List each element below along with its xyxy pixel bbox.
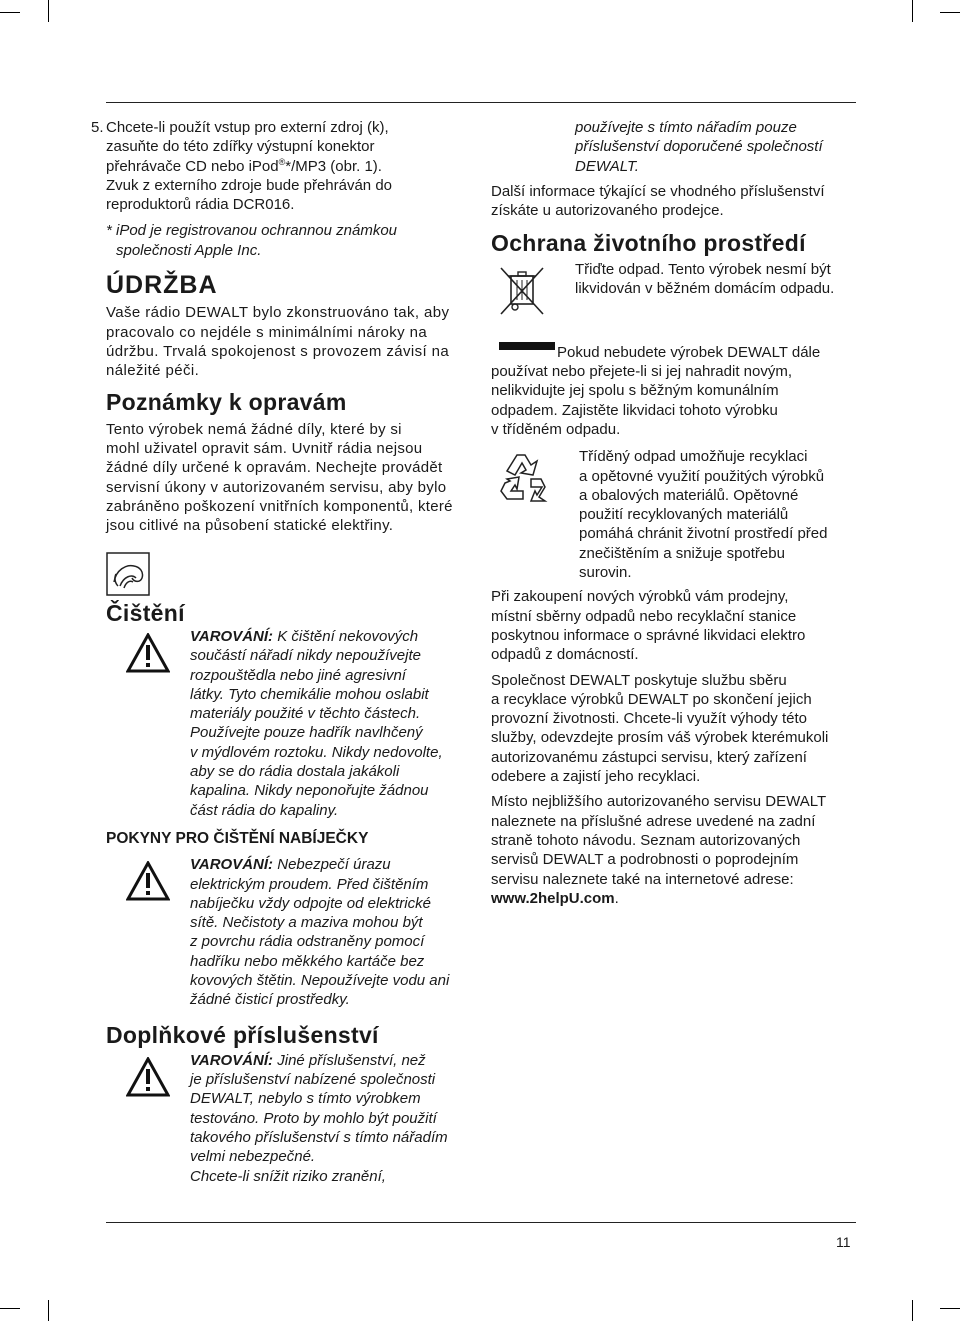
env-heading: Ochrana životního prostředí <box>491 230 806 257</box>
opravy-line-3: žádné díly určené k opravám. Nechejte provádět <box>106 459 443 477</box>
item5-line-3: přehrávače CD nebo iPod®*/MP3 (obr. 1). <box>106 156 382 175</box>
recycle-line-6: znečištěním a snižuje spotřebu <box>579 544 785 562</box>
sort-line-1: Třiďte odpad. Tento výrobek nesmí být <box>575 260 831 278</box>
env-para3-line-4: služby, odevzdejte prosím váš výrobek kterémukoli <box>491 729 829 747</box>
continued-warning-line-1: používejte s tímto nářadím pouze <box>575 119 797 136</box>
env-para2-line-1: Při zakoupení nových výrobků vám prodejny, <box>491 588 789 606</box>
prislusenstvi-warning-line-4: testováno. Proto by mohlo být použití <box>190 1109 437 1127</box>
opravy-line-4: servisní úkony v autorizovaném servisu, aby bylo <box>106 478 447 496</box>
env-para-1 <box>491 343 856 439</box>
cisteni-warning-line-8: aby se do rádia dostala jakákoli <box>190 763 400 781</box>
footer-rule <box>106 1222 856 1223</box>
crop-mark-top-right <box>940 12 960 13</box>
cisteni-warning <box>106 627 471 820</box>
warning-triangle-icon <box>126 633 170 673</box>
ipod-note-line-2: společnosti Apple Inc. <box>116 241 262 259</box>
env-para-4 <box>491 792 856 908</box>
opravy-text <box>106 420 471 536</box>
prislusenstvi-warning-line-7: Chcete-li snížit riziko zranění, <box>190 1167 386 1185</box>
item5-line-4: Zvuk z externího zdroje bude přehráván do <box>106 176 393 194</box>
env-para1-line-3: nelikvidujte jej spolu s běžným komunálním <box>491 382 779 400</box>
recycle-icon <box>495 449 555 505</box>
cisteni-heading: Čištění <box>106 599 185 626</box>
nabijecka-warning-line-1: VAROVÁNÍ: Nebezpečí úrazu <box>190 856 391 874</box>
env-para4-line-1: Místo nejbližšího autorizovaného servisu DEWALT <box>491 793 827 811</box>
recycle-line-2: a opětovné využití použitých výrobků <box>579 467 825 485</box>
item5-line-1: Chcete-li použít vstup pro externí zdroj (k), <box>106 119 389 136</box>
prislusenstvi-warning-line-1: VAROVÁNÍ: Jiné příslušenství, než <box>190 1051 426 1069</box>
header-rule <box>106 102 856 103</box>
cisteni-warning-line-2: součástí nářadí nikdy nepoužívejte <box>190 647 421 665</box>
env-para1-line-5: v tříděném odpadu. <box>491 420 621 438</box>
cisteni-warning-line-10: část rádia do kapaliny. <box>190 801 339 819</box>
crossed-bin-icon <box>499 266 545 324</box>
env-para-3 <box>491 671 856 787</box>
list-item-5 <box>77 118 471 214</box>
env-para3-line-5: autorizovanému zástupci servisu, který zařízení <box>491 748 807 766</box>
udrzba-heading: ÚDRŽBA <box>106 271 218 300</box>
crop-mark-bottom-right-v <box>912 1300 913 1321</box>
nabijecka-warning-line-5: z povrchu rádia odstraněny pomocí <box>190 933 425 951</box>
cleaning-cloth-icon <box>106 552 150 596</box>
accessory-info-line-2: získáte u autorizovaného prodejce. <box>491 202 724 220</box>
sort-waste-block <box>491 260 856 352</box>
cisteni-warning-line-3: rozpouštědla nebo jiné agresivní <box>190 666 406 684</box>
recycle-line-5: pomáhá chránit životní prostředí před <box>579 525 828 543</box>
cisteni-warning-line-9: kapalina. Nikdy neponořujte žádnou <box>190 782 429 800</box>
black-bar-icon <box>499 342 555 350</box>
recycle-line-7: surovin. <box>579 564 632 582</box>
crop-mark-top-left <box>0 12 20 13</box>
recycle-line-3: a obalových materiálů. Opětovné <box>579 486 799 504</box>
prislusenstvi-warning-line-6: velmi nebezpečné. <box>190 1148 316 1166</box>
env-para4-line-4: servisů DEWALT a podrobnosti o poprodejním <box>491 851 799 869</box>
cisteni-warning-line-7: v mýdlovém roztoku. Nikdy nedovolte, <box>190 743 443 761</box>
warning-triangle-icon <box>126 861 170 901</box>
env-para3-line-6: odebere a zajistí jeho recyklaci. <box>491 768 701 786</box>
udrzba-line-4: náležité péči. <box>106 362 200 380</box>
continued-warning-line-2: příslušenství doporučené společností <box>575 138 823 156</box>
crop-mark-top-left-v <box>48 0 49 22</box>
nabijecka-warning-line-2: elektrickým proudem. Před čištěním <box>190 875 429 893</box>
ipod-note-line-1: * iPod je registrovanou ochrannou známkou <box>106 222 398 240</box>
recycle-block <box>491 447 856 582</box>
env-para1-line-4: odpadem. Zajistěte likvidaci tohoto výrobku <box>491 401 778 419</box>
item5-line-5: reproduktorů rádia DCR016. <box>106 196 295 214</box>
cisteni-warning-line-6: Používejte pouze hadřík navlhčený <box>190 724 423 742</box>
udrzba-line-3: údržbu. Trvalá spokojenost s provozem závisí na <box>106 342 450 360</box>
opravy-line-2: mohl uživatel opravit sám. Uvnitř rádia nejsou <box>106 440 423 458</box>
list-number: 5. <box>91 119 104 136</box>
item5-line-2: zasuňte do této zdířky výstupní konektor <box>106 138 375 156</box>
recycle-line-4: použití recyklovaných materiálů <box>579 506 789 524</box>
prislusenstvi-warning-line-3: DEWALT, nebylo s tímto výrobkem <box>190 1090 421 1108</box>
env-para4-line-5: servisu naleznete také na internetové adrese: <box>491 870 794 888</box>
env-para4-line-3: straně tohoto návodu. Seznam autorizovaných <box>491 831 801 849</box>
crop-mark-bottom-left-v <box>48 1300 49 1321</box>
opravy-heading: Poznámky k opravám <box>106 388 347 415</box>
env-para1-line-2: používat nebo přejete-li si jej nahradit novým, <box>491 363 792 381</box>
env-para3-line-1: Společnost DEWALT poskytuje službu sběru <box>491 671 787 689</box>
prislusenstvi-warning <box>106 1051 471 1186</box>
ipod-note <box>106 221 471 260</box>
prislusenstvi-warning-line-2: je příslušenství nabízené společnosti <box>190 1071 436 1089</box>
nabijecka-heading: POKYNY PRO ČIŠTĚNÍ NABÍJEČKY <box>106 829 369 847</box>
accessory-info-line-1: Další informace týkající se vhodného příslušenství <box>491 182 825 200</box>
left-column <box>91 118 471 1186</box>
env-para2-line-3: poskytnou informace o správné likvidaci elektro <box>491 626 806 644</box>
opravy-line-1: Tento výrobek nemá žádné díly, které by si <box>106 420 402 438</box>
warning-triangle-icon <box>126 1057 170 1097</box>
prislusenstvi-warning-line-5: takového příslušenství s tímto nářadím <box>190 1129 448 1147</box>
cisteni-warning-line-5: materiály použité v těchto částech. <box>190 705 421 723</box>
nabijecka-warning-line-4: sítě. Nečistoty a maziva mohou být <box>190 914 423 932</box>
nabijecka-warning <box>106 855 471 1009</box>
sort-line-2: likvidován v běžném domácím odpadu. <box>575 280 835 298</box>
service-url-line: www.2helpU.com. <box>491 889 619 907</box>
env-para3-line-3: provozní životnosti. Chcete-li využít výhody této <box>491 710 807 728</box>
crop-mark-bottom-left <box>0 1308 20 1309</box>
prislusenstvi-heading: Doplňkové příslušenství <box>106 1021 379 1048</box>
right-column <box>491 118 856 908</box>
service-url-link[interactable]: www.2helpU.com <box>491 889 615 907</box>
page-number: 11 <box>836 1234 851 1250</box>
env-para2-line-2: místní sběrny odpadů nebo recyklační stanice <box>491 607 797 625</box>
opravy-line-6: jsou citlivé na působení statické elektřiny. <box>106 517 394 535</box>
opravy-line-5: zabráněno poškození vnitřních komponentů, které <box>106 498 453 516</box>
udrzba-text <box>106 303 471 380</box>
env-para3-line-2: a recyklace výrobků DEWALT po skončení jejich <box>491 690 812 708</box>
nabijecka-warning-line-6: hadříku nebo měkkého kartáče bez <box>190 952 425 970</box>
recycle-line-1: Tříděný odpad umožňuje recyklaci <box>579 448 808 466</box>
env-para-2 <box>491 587 856 664</box>
nabijecka-warning-line-3: nabíječku vždy odpojte od elektrické <box>190 894 431 912</box>
env-para2-line-4: odpadů z domácností. <box>491 646 639 664</box>
udrzba-line-2: pracovalo co nejdéle s minimálními nároky na <box>106 323 428 341</box>
udrzba-line-1: Vaše rádio DEWALT bylo zkonstruováno tak, aby <box>106 304 450 322</box>
nabijecka-warning-line-7: kovových štětin. Nepoužívejte vodu ani <box>190 971 450 989</box>
accessory-info <box>491 182 856 221</box>
continued-warning <box>491 118 856 176</box>
cisteni-warning-line-1: VAROVÁNÍ: K čištění nekovových <box>190 627 419 645</box>
continued-warning-line-3: DEWALT. <box>575 157 639 175</box>
env-para4-line-2: naleznete na příslušné adrese uvedené na zadní <box>491 812 816 830</box>
env-para1-line-1: Pokud nebudete výrobek DEWALT dále <box>557 343 821 361</box>
crop-mark-bottom-right <box>940 1308 960 1309</box>
nabijecka-warning-line-8: žádné čisticí prostředky. <box>190 991 350 1009</box>
cisteni-warning-line-4: látky. Tyto chemikálie mohou oslabit <box>190 685 429 703</box>
crop-mark-top-right-v <box>912 0 913 22</box>
